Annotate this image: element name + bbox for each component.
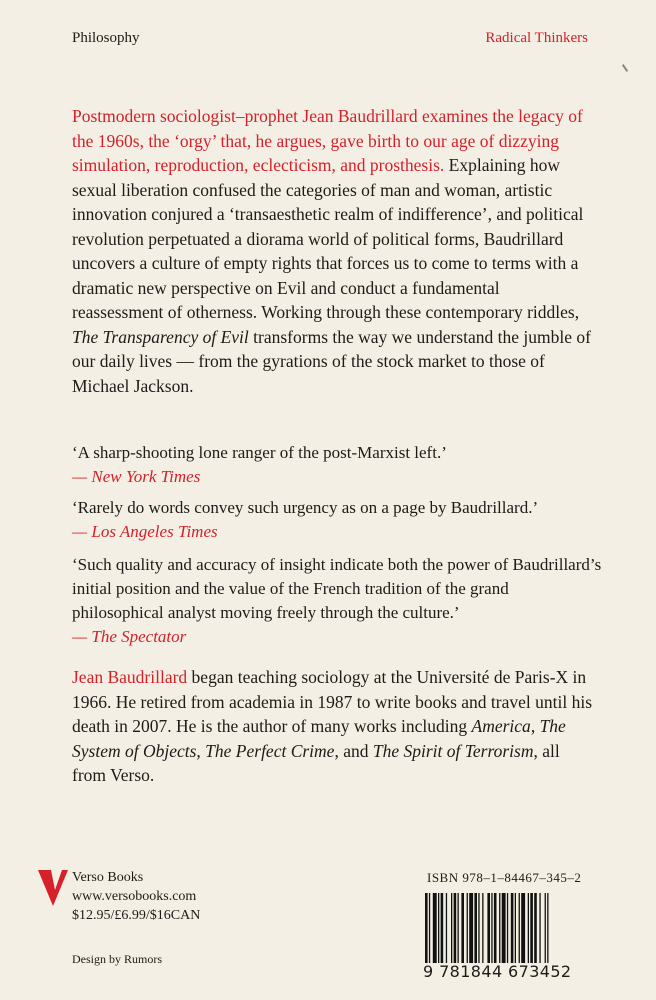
barcode-bar — [461, 893, 464, 963]
barcode-bar — [446, 893, 447, 963]
barcode-bar — [539, 893, 540, 963]
barcode-bar — [499, 893, 500, 963]
barcode-bar — [469, 893, 473, 963]
review-quote — [72, 496, 602, 544]
barcode-bar — [433, 893, 437, 963]
barcode-bar — [521, 893, 525, 963]
barcode-bar — [528, 893, 529, 963]
bio-sep: , and — [334, 740, 373, 761]
quote-text: ‘Such quality and accuracy of insight indicate both the power of Baudrillard’s initial position and the value of the French tradition of the grand philosophical analyst moving freely through the culture.’ — [72, 555, 602, 622]
barcode-bar — [441, 893, 444, 963]
barcode-bar — [478, 893, 479, 963]
barcode-bar — [482, 893, 483, 963]
series-label: Radical Thinkers — [485, 30, 588, 46]
barcode-bar — [530, 893, 533, 963]
print-mark — [622, 64, 628, 72]
category-label: Philosophy — [72, 30, 140, 46]
work-title: The Perfect Crime — [205, 740, 335, 761]
publisher-name: Verso Books — [72, 870, 144, 885]
quote-text: ‘Rarely do words convey such urgency as on a page by Baudrillard.’ — [72, 498, 539, 517]
barcode-bar — [491, 893, 492, 963]
barcode-digits: 9 781844 673452 — [423, 962, 572, 981]
work-title: The Spirit of Terrorism — [372, 740, 534, 761]
description-blurb — [72, 104, 592, 398]
blurb-body-a: Explaining how sexual liberation confused the categories of man and woman, artistic innovation conjured a ‘transaesthetic realm of indifference’, and political revolution perpetuated a diorama world of political forms, Baudrillard uncovers a culture of empty rights that forces us to come to terms with a dramatic new perspective on Evil and conduct a fundamental reassessment of otherness. Working through these contemporary riddles, — [72, 155, 584, 322]
price-main: $12.95/£6.99/$16 — [72, 908, 171, 923]
barcode-bar — [502, 893, 506, 963]
barcode-bar — [438, 893, 439, 963]
quote-source: — Los Angeles Times — [72, 522, 218, 541]
barcode — [425, 893, 583, 963]
quote-source: — New York Times — [72, 467, 201, 486]
review-quote — [72, 441, 602, 489]
design-credit: Design by Rumors — [72, 952, 162, 966]
bio-text: began teaching sociology at the Université de Paris-X in 1966. He retired from academia in 1987 to write books and travel until his death in 2007. He is the author of many works including — [72, 667, 593, 736]
price-can: CAN — [170, 908, 201, 923]
barcode-bar — [494, 893, 497, 963]
barcode-bar — [451, 893, 452, 963]
author-name: Jean Baudrillard — [72, 667, 188, 687]
work-title: The System of Objects — [72, 716, 566, 761]
barcode-bar — [507, 893, 508, 963]
review-quote — [72, 553, 602, 649]
barcode-bar — [429, 893, 430, 963]
publisher-info — [72, 868, 200, 925]
author-bio — [72, 665, 592, 788]
bio-text-end: , all from Verso. — [72, 740, 560, 785]
verso-v-logo-icon — [38, 870, 68, 906]
barcode-bar — [474, 893, 477, 963]
barcode-bar — [454, 893, 457, 963]
isbn-label: ISBN 978–1–84467–345–2 — [427, 870, 582, 885]
barcode-bar — [467, 893, 468, 963]
price — [72, 906, 200, 925]
barcode-bar — [534, 893, 537, 963]
barcode-bar — [515, 893, 516, 963]
bio-sep: , — [530, 716, 540, 736]
quote-source: — The Spectator — [72, 627, 187, 646]
barcode-bar — [545, 893, 546, 963]
blurb-book-title: The Transparency of Evil — [72, 326, 249, 347]
blurb-highlight: Postmodern sociologist–prophet Jean Baudrillard examines the legacy of the 1960s, the ‘orgy’ that, he argues, gave birth to our age of dizzying simulation, reproduction, eclecticism, and prosthesis. — [72, 106, 583, 175]
barcode-bar — [425, 893, 428, 963]
barcode-bar — [547, 893, 548, 963]
barcode-bar — [458, 893, 459, 963]
quote-text: ‘A sharp-shooting lone ranger of the post-Marxist left.’ — [72, 443, 447, 462]
blurb-body-b: transforms the way we understand the jumble of our daily lives — from the gyrations of the stock market to those of Michael Jackson. — [72, 326, 591, 396]
work-title: America — [471, 716, 531, 736]
publisher-url: www.versobooks.com — [72, 889, 197, 904]
barcode-bar — [519, 893, 520, 963]
barcode-bar — [487, 893, 490, 963]
barcode-bar — [511, 893, 514, 963]
bio-sep: , — [196, 740, 206, 761]
